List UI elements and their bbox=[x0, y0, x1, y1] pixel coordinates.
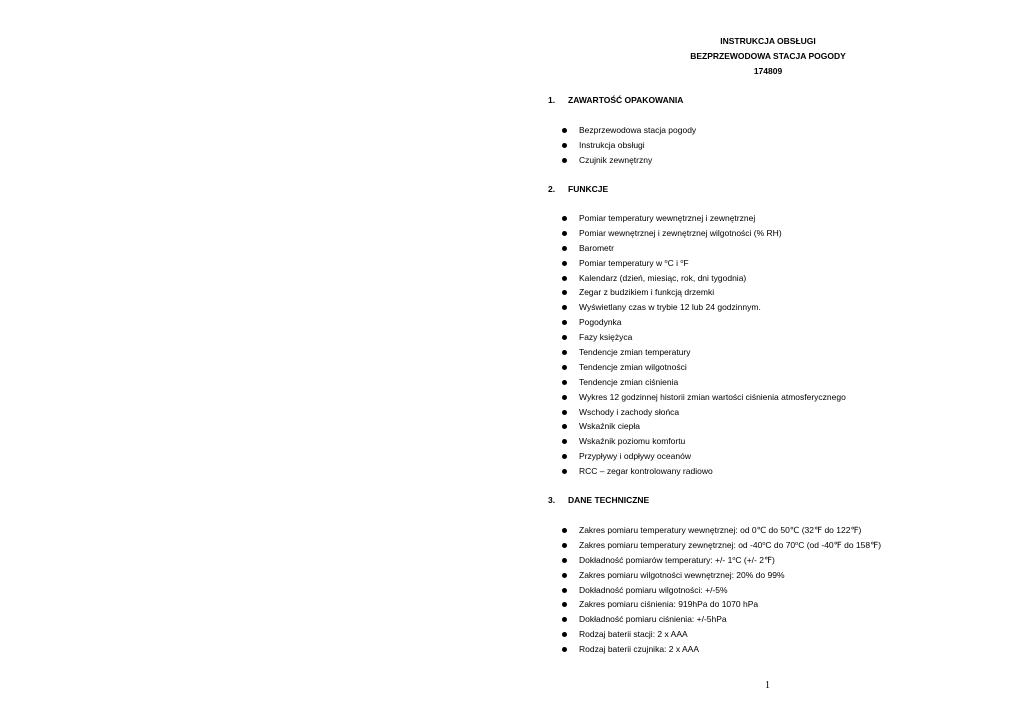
header-subtitle: BEZPRZEWODOWA STACJA POGODY bbox=[690, 51, 846, 61]
section-heading-technical-data bbox=[548, 493, 649, 508]
bullet-icon bbox=[562, 454, 567, 459]
bullet-icon bbox=[562, 558, 567, 563]
list-item: Tendencje zmian wilgotności bbox=[562, 360, 846, 375]
list-item: Przypływy i odpływy oceanów bbox=[562, 449, 846, 464]
list-item: Pomiar temperatury wewnętrznej i zewnętrznej bbox=[562, 211, 846, 226]
bullet-icon bbox=[562, 320, 567, 325]
list-item: Tendencje zmian ciśnienia bbox=[562, 375, 846, 390]
bullet-icon bbox=[562, 424, 567, 429]
list-item: Kalendarz (dzień, miesiąc, rok, dni tygodnia) bbox=[562, 271, 846, 286]
bullet-icon bbox=[562, 588, 567, 593]
header-product-code: 174809 bbox=[753, 66, 783, 76]
section-number: 2. bbox=[548, 184, 556, 194]
list-item: Dokładność pomiarów temperatury: +/- 1$^o$C (+/- 2℉) bbox=[562, 553, 881, 568]
bullet-icon bbox=[562, 246, 567, 251]
list-item: Wskaźnik poziomu komfortu bbox=[562, 434, 846, 449]
section-number: 1. bbox=[548, 95, 556, 105]
bullet-icon bbox=[562, 528, 567, 533]
bullet-icon bbox=[562, 350, 567, 355]
bullet-icon bbox=[562, 335, 567, 340]
section-heading-contents bbox=[548, 93, 683, 108]
list-item: Dokładność pomiaru wilgotności: +/-5% bbox=[562, 583, 881, 598]
header-title: INSTRUKCJA OBSŁUGI bbox=[720, 36, 816, 46]
list-item: Rodzaj baterii stacji: 2 x AAA bbox=[562, 627, 881, 642]
bullet-icon bbox=[562, 261, 567, 266]
bullet-icon bbox=[562, 276, 567, 281]
section-title: FUNKCJE bbox=[568, 184, 609, 194]
list-item: Wykres 12 godzinnej historii zmian wartości ciśnienia atmosferycznego bbox=[562, 390, 846, 405]
bullet-icon bbox=[562, 647, 567, 652]
list-item: Wyświetlany czas w trybie 12 lub 24 godzinnym. bbox=[562, 300, 846, 315]
list-item: Tendencje zmian temperatury bbox=[562, 345, 846, 360]
list-item: Zakres pomiaru temperatury wewnętrznej: od 0℃ do 50℃ (32℉ do 122℉) bbox=[562, 523, 881, 538]
list-item: Czujnik zewnętrzny bbox=[562, 153, 696, 168]
bullet-icon bbox=[562, 365, 567, 370]
bullet-icon bbox=[562, 380, 567, 385]
contents-list bbox=[562, 123, 696, 168]
list-item: Fazy księżyca bbox=[562, 330, 846, 345]
section-heading-functions bbox=[548, 182, 608, 197]
document-header bbox=[548, 34, 988, 79]
list-item: Zakres pomiaru ciśnienia: 919hPa do 1070 hPa bbox=[562, 597, 881, 612]
list-item: Dokładność pomiaru ciśnienia: +/-5hPa bbox=[562, 612, 881, 627]
list-item: Wskaźnik ciepła bbox=[562, 419, 846, 434]
list-item: Bezprzewodowa stacja pogody bbox=[562, 123, 696, 138]
section-title: DANE TECHNICZNE bbox=[568, 495, 650, 505]
bullet-icon bbox=[562, 216, 567, 221]
list-item: Zakres pomiaru temperatury zewnętrznej: od -40$^o$C do 70$^o$C (od -40℉ do 158℉) bbox=[562, 538, 881, 553]
list-item: Pomiar temperatury w $^o$C i $^o$F bbox=[562, 256, 846, 271]
bullet-icon bbox=[562, 290, 567, 295]
list-item: RCC – zegar kontrolowany radiowo bbox=[562, 464, 846, 479]
bullet-icon bbox=[562, 469, 567, 474]
bullet-icon bbox=[562, 617, 567, 622]
list-item: Zegar z budzikiem i funkcją drzemki bbox=[562, 285, 846, 300]
list-item: Pogodynka bbox=[562, 315, 846, 330]
list-item: Zakres pomiaru wilgotności wewnętrznej: 20% do 99% bbox=[562, 568, 881, 583]
bullet-icon bbox=[562, 395, 567, 400]
list-item: Wschody i zachody słońca bbox=[562, 405, 846, 420]
functions-list bbox=[562, 211, 846, 479]
bullet-icon bbox=[562, 231, 567, 236]
list-item: Pomiar wewnętrznej i zewnętrznej wilgotności (% RH) bbox=[562, 226, 846, 241]
bullet-icon bbox=[562, 305, 567, 310]
list-item: Rodzaj baterii czujnika: 2 x AAA bbox=[562, 642, 881, 657]
technical-data-list bbox=[562, 523, 881, 657]
list-item: Instrukcja obsługi bbox=[562, 138, 696, 153]
list-item: Barometr bbox=[562, 241, 846, 256]
bullet-icon bbox=[562, 143, 567, 148]
bullet-icon bbox=[562, 602, 567, 607]
bullet-icon bbox=[562, 158, 567, 163]
bullet-icon bbox=[562, 128, 567, 133]
bullet-icon bbox=[562, 410, 567, 415]
bullet-icon bbox=[562, 573, 567, 578]
section-number: 3. bbox=[548, 495, 556, 505]
bullet-icon bbox=[562, 543, 567, 548]
bullet-icon bbox=[562, 439, 567, 444]
bullet-icon bbox=[562, 632, 567, 637]
page-number: 1 bbox=[765, 680, 770, 691]
section-title: ZAWARTOŚĆ OPAKOWANIA bbox=[568, 95, 684, 105]
